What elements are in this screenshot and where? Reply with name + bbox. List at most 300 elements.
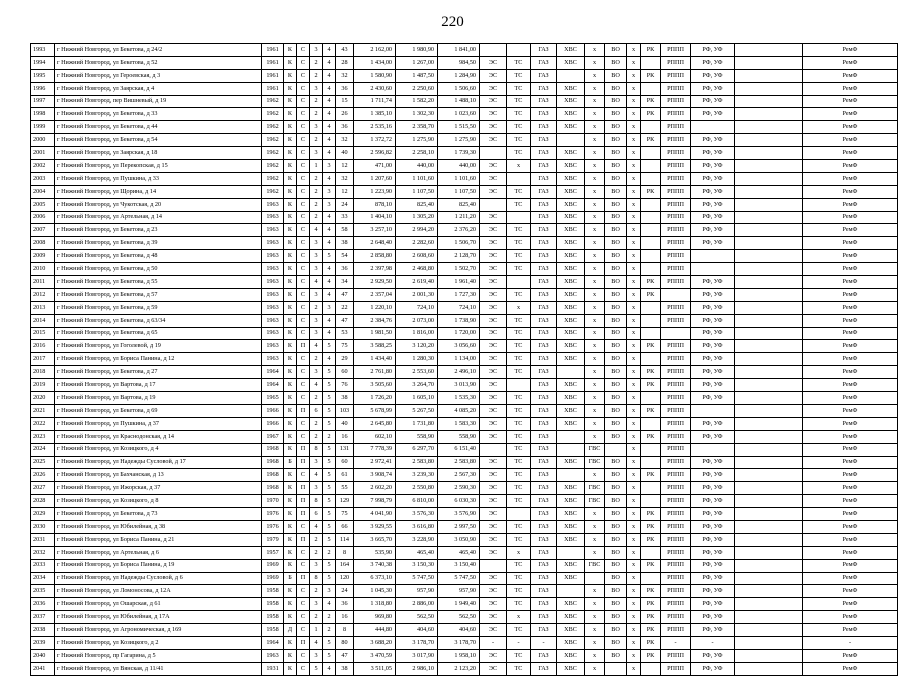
cell-repair-code: РК [641,276,661,289]
cell-entrances: 2 [310,211,323,224]
cell-repair-code: РК [641,134,661,147]
cell-apartments: 36 [336,82,354,95]
cell-row-number: 2024 [31,443,55,456]
cell-wall-code: К [284,379,297,392]
cell-hot-water: х [585,469,605,482]
cell-address: г Нижний Новгород, ул Бекетова, д 54 [55,134,262,147]
cell-empty-col [735,314,803,327]
cell-wall-code: К [284,82,297,95]
cell-entrances: 2 [310,533,323,546]
cell-apartments: 32 [336,69,354,82]
table-row [31,160,898,173]
cell-private-area: 1 720,00 [438,327,480,340]
cell-row-number: 2040 [31,649,55,662]
cell-cold-water: ХВС [557,108,585,121]
cell-heating: ТС [507,95,531,108]
table-row [31,379,898,392]
cell-apartments: 38 [336,237,354,250]
cell-private-area: 3 050,90 [438,533,480,546]
cell-material-code: С [297,598,310,611]
cell-fund-mark: - [803,636,898,649]
cell-fund-mark: РемФ [803,417,898,430]
cell-row-number: 1999 [31,121,55,134]
cell-sewage: ВО [605,379,627,392]
cell-apartments: 16 [336,611,354,624]
cell-heating: ТС [507,250,531,263]
cell-repair-type: РФ, УФ [691,211,735,224]
cell-fund-mark: РемФ [803,430,898,443]
cell-wall-code: К [284,327,297,340]
cell-heating: - [507,636,531,649]
table-row [31,147,898,160]
cell-empty-col [735,559,803,572]
cell-wall-code: К [284,263,297,276]
cell-material-code: С [297,224,310,237]
cell-misc-mark: х [627,121,641,134]
cell-material-code: С [297,108,310,121]
cell-empty-col [735,546,803,559]
cell-private-area: 465,40 [438,546,480,559]
cell-year-built: 1979 [262,533,284,546]
cell-repair-type: РФ, УФ [691,134,735,147]
cell-cold-water: ХВС [557,456,585,469]
cell-sewage: ВО [605,198,627,211]
cell-misc-mark: х [627,379,641,392]
cell-fund-mark: РемФ [803,520,898,533]
cell-repair-type: РФ, УФ [691,82,735,95]
cell-wall-code: Б [284,572,297,585]
cell-electricity: ЭС [480,611,507,624]
table-row [31,404,898,417]
cell-cold-water: ХВС [557,56,585,69]
cell-row-number: 2002 [31,160,55,173]
cell-gas: ГАЗ [531,160,557,173]
cell-address: г Нижний Новгород, ул Артельная, д 6 [55,546,262,559]
cell-year-built: 1963 [262,211,284,224]
cell-hot-water: х [585,404,605,417]
cell-fund-mark: РемФ [803,533,898,546]
cell-total-area: 3 505,60 [354,379,396,392]
cell-program-code: РППП [661,572,691,585]
cell-wall-code: К [284,533,297,546]
cell-repair-code [641,224,661,237]
cell-sewage: ВО [605,456,627,469]
cell-year-built: 1968 [262,482,284,495]
cell-total-area: 3 740,38 [354,559,396,572]
cell-private-area: 1 506,70 [438,237,480,250]
cell-material-code: С [297,379,310,392]
cell-total-area: 1 981,50 [354,327,396,340]
cell-row-number: 2021 [31,404,55,417]
cell-wall-code: К [284,585,297,598]
cell-material-code: С [297,649,310,662]
cell-heating: ТС [507,482,531,495]
table-row [31,224,898,237]
cell-wall-code: К [284,430,297,443]
cell-repair-type: РФ, УФ [691,456,735,469]
cell-empty-col [735,430,803,443]
cell-misc-mark: х [627,198,641,211]
cell-cold-water: ХВС [557,392,585,405]
cell-misc-mark: х [627,250,641,263]
cell-fund-mark: РемФ [803,224,898,237]
cell-material-code: С [297,56,310,69]
cell-repair-type: РФ, УФ [691,237,735,250]
cell-entrances: 3 [310,482,323,495]
cell-gas: ГАЗ [531,95,557,108]
cell-address: г Нижний Новгород, ул Чукотская, д 20 [55,198,262,211]
cell-cold-water [557,69,585,82]
cell-heating: ТС [507,443,531,456]
cell-hot-water [585,572,605,585]
cell-misc-mark: х [627,404,641,417]
cell-year-built: 1976 [262,520,284,533]
cell-apartments: 131 [336,443,354,456]
cell-empty-col [735,198,803,211]
cell-repair-code [641,160,661,173]
cell-apartments: 24 [336,585,354,598]
cell-address: г Нижний Новгород, ул Вартова, д 17 [55,379,262,392]
cell-gas: ГАЗ [531,134,557,147]
cell-residential-area: 1 305,20 [396,211,438,224]
cell-hot-water: х [585,649,605,662]
cell-address: г Нижний Новгород, ул Бекетова, д 55 [55,276,262,289]
cell-gas: ГАЗ [531,392,557,405]
table-row [31,69,898,82]
cell-apartments: 16 [336,430,354,443]
cell-hot-water: ГВС [585,482,605,495]
cell-apartments: 15 [336,95,354,108]
cell-material-code: П [297,340,310,353]
cell-address: г Нижний Новгород, ул Козицкого, д 8 [55,495,262,508]
cell-private-area: 1 023,60 [438,108,480,121]
cell-entrances: 2 [310,172,323,185]
table-row [31,624,898,637]
cell-entrances: 3 [310,147,323,160]
cell-empty-col [735,585,803,598]
cell-hot-water: х [585,82,605,95]
cell-private-area: 1 134,00 [438,353,480,366]
cell-empty-col [735,95,803,108]
cell-heating: ТС [507,185,531,198]
cell-entrances: 8 [310,495,323,508]
cell-year-built: 1966 [262,404,284,417]
cell-residential-area: 2 619,40 [396,276,438,289]
cell-gas: ГАЗ [531,662,557,675]
cell-heating: ТС [507,417,531,430]
cell-electricity: ЭС [480,314,507,327]
cell-hot-water: х [585,636,605,649]
cell-hot-water: х [585,508,605,521]
cell-fund-mark: РемФ [803,69,898,82]
cell-material-code: С [297,250,310,263]
cell-cold-water: ХВС [557,211,585,224]
cell-heating: ТС [507,366,531,379]
cell-sewage: ВО [605,546,627,559]
cell-hot-water: х [585,160,605,173]
cell-entrances: 3 [310,237,323,250]
cell-electricity: ЭС [480,185,507,198]
cell-material-code: С [297,559,310,572]
cell-repair-type: РФ, УФ [691,392,735,405]
cell-apartments: 103 [336,404,354,417]
cell-apartments: 8 [336,546,354,559]
cell-total-area: 2 972,41 [354,456,396,469]
cell-apartments: 38 [336,392,354,405]
cell-cold-water: ХВС [557,520,585,533]
cell-program-code: РППП [661,611,691,624]
cell-year-built: 1969 [262,572,284,585]
cell-year-built: 1931 [262,662,284,675]
cell-sewage: ВО [605,237,627,250]
cell-program-code: РППП [661,456,691,469]
cell-total-area: 1 385,10 [354,108,396,121]
cell-year-built: 1962 [262,147,284,160]
cell-entrances: 3 [310,44,323,57]
cell-gas: ГАЗ [531,56,557,69]
cell-electricity: ЭС [480,546,507,559]
cell-heating: ТС [507,598,531,611]
cell-material-code: П [297,495,310,508]
cell-repair-code: РК [641,559,661,572]
table-row [31,456,898,469]
cell-sewage: ВО [605,430,627,443]
cell-hot-water: х [585,224,605,237]
cell-wall-code: К [284,559,297,572]
cell-electricity: - [480,636,507,649]
cell-residential-area: 2 553,60 [396,366,438,379]
cell-address: г Нижний Новгород, ул Бекетова, д 27 [55,366,262,379]
cell-hot-water: х [585,520,605,533]
cell-residential-area: 1 980,90 [396,44,438,57]
cell-gas: ГАЗ [531,559,557,572]
cell-floors: 5 [323,366,336,379]
table-row [31,108,898,121]
cell-wall-code: К [284,508,297,521]
cell-repair-code [641,56,661,69]
cell-apartments: 114 [336,533,354,546]
cell-floors: 4 [323,263,336,276]
cell-total-area: 3 929,55 [354,520,396,533]
cell-entrances: 2 [310,546,323,559]
cell-row-number: 2023 [31,430,55,443]
cell-program-code: РППП [661,353,691,366]
cell-entrances: 3 [310,314,323,327]
cell-floors: 5 [323,636,336,649]
cell-sewage: ВО [605,649,627,662]
cell-year-built: 1964 [262,379,284,392]
cell-address: г Нижний Новгород, ул Бекетова, д 52 [55,56,262,69]
table-row [31,185,898,198]
cell-repair-code [641,211,661,224]
cell-entrances: 3 [310,250,323,263]
cell-program-code: РППП [661,276,691,289]
cell-total-area: 2 858,80 [354,250,396,263]
cell-heating: х [507,301,531,314]
cell-floors: 4 [323,327,336,340]
cell-misc-mark: х [627,288,641,301]
cell-private-area: 3 178,70 [438,636,480,649]
cell-entrances: 2 [310,417,323,430]
cell-wall-code: К [284,520,297,533]
cell-residential-area: 3 178,70 [396,636,438,649]
cell-electricity: ЭС [480,469,507,482]
cell-private-area: 1 961,40 [438,276,480,289]
cell-entrances: 2 [310,95,323,108]
cell-residential-area: 1 101,60 [396,172,438,185]
cell-year-built: 1965 [262,392,284,405]
cell-program-code [661,288,691,301]
cell-apartments: 66 [336,520,354,533]
cell-misc-mark: х [627,211,641,224]
cell-apartments: 33 [336,211,354,224]
cell-private-area: 724,10 [438,301,480,314]
cell-cold-water: ХВС [557,662,585,675]
cell-year-built: 1961 [262,44,284,57]
cell-hot-water: х [585,211,605,224]
cell-gas: ГАЗ [531,520,557,533]
cell-year-built: 1963 [262,237,284,250]
cell-wall-code: К [284,147,297,160]
cell-misc-mark: х [627,430,641,443]
cell-repair-code [641,250,661,263]
cell-program-code: РППП [661,198,691,211]
cell-residential-area: 2 994,20 [396,224,438,237]
cell-electricity: ЭС [480,56,507,69]
cell-private-area: 1 739,30 [438,147,480,160]
cell-repair-type: РФ, УФ [691,598,735,611]
cell-wall-code: К [284,404,297,417]
cell-sewage: ВО [605,288,627,301]
cell-row-number: 2036 [31,598,55,611]
cell-gas: ГАЗ [531,572,557,585]
cell-hot-water: ГВС [585,443,605,456]
cell-material-code: С [297,417,310,430]
cell-empty-col [735,134,803,147]
cell-cold-water: ХВС [557,327,585,340]
cell-apartments: 53 [336,327,354,340]
cell-program-code: РППП [661,314,691,327]
cell-row-number: 2011 [31,276,55,289]
cell-program-code: РППП [661,417,691,430]
cell-address: г Нижний Новгород, ул Бекетова, д 69 [55,404,262,417]
cell-repair-type: РФ, УФ [691,198,735,211]
cell-fund-mark: РемФ [803,108,898,121]
cell-repair-type: РФ, УФ [691,469,735,482]
cell-material-code: П [297,443,310,456]
cell-material-code: С [297,69,310,82]
cell-program-code: РППП [661,44,691,57]
cell-sewage: ВО [605,469,627,482]
cell-private-area: 984,50 [438,56,480,69]
cell-misc-mark: х [627,482,641,495]
cell-repair-type: РФ, УФ [691,417,735,430]
cell-wall-code: К [284,469,297,482]
cell-misc-mark: х [627,624,641,637]
cell-sewage: ВО [605,327,627,340]
cell-empty-col [735,469,803,482]
cell-row-number: 2030 [31,520,55,533]
cell-year-built: 1962 [262,160,284,173]
cell-misc-mark: х [627,469,641,482]
cell-floors: 4 [323,288,336,301]
cell-year-built: 1966 [262,417,284,430]
cell-material-code: С [297,301,310,314]
table-row [31,495,898,508]
cell-private-area: 1 738,90 [438,314,480,327]
cell-fund-mark: РемФ [803,456,898,469]
cell-residential-area: 1 275,90 [396,134,438,147]
cell-material-code: С [297,366,310,379]
cell-private-area: 1 488,10 [438,95,480,108]
cell-program-code: РППП [661,185,691,198]
cell-sewage: ВО [605,598,627,611]
cell-total-area: 602,10 [354,430,396,443]
cell-gas: ГАЗ [531,211,557,224]
cell-apartments: 22 [336,301,354,314]
cell-misc-mark: х [627,585,641,598]
cell-material-code: П [297,456,310,469]
cell-residential-area: 3 017,90 [396,649,438,662]
cell-electricity: ЭС [480,340,507,353]
cell-electricity: ЭС [480,495,507,508]
cell-residential-area: 3 120,20 [396,340,438,353]
cell-total-area: 3 257,10 [354,224,396,237]
cell-repair-type: РФ, УФ [691,276,735,289]
cell-address: г Нижний Новгород, пер Вишневый, д 19 [55,95,262,108]
cell-empty-col [735,379,803,392]
cell-cold-water: ХВС [557,121,585,134]
cell-empty-col [735,69,803,82]
cell-electricity: ЭС [480,520,507,533]
table-row [31,95,898,108]
cell-floors: 5 [323,456,336,469]
cell-material-code: П [297,508,310,521]
cell-heating: ТС [507,469,531,482]
cell-year-built: 1969 [262,559,284,572]
cell-row-number: 2006 [31,211,55,224]
cell-floors: 4 [323,276,336,289]
cell-repair-code [641,327,661,340]
cell-year-built: 1958 [262,585,284,598]
cell-gas: ГАЗ [531,263,557,276]
cell-total-area: 3 470,59 [354,649,396,662]
cell-repair-code: РК [641,108,661,121]
cell-empty-col [735,121,803,134]
cell-material-code: С [297,172,310,185]
cell-sewage: ВО [605,340,627,353]
cell-material-code: С [297,263,310,276]
cell-entrances: 3 [310,327,323,340]
cell-repair-code: РК [641,185,661,198]
cell-residential-area: 2 250,60 [396,82,438,95]
cell-cold-water: ХВС [557,649,585,662]
cell-misc-mark: х [627,559,641,572]
cell-sewage: ВО [605,301,627,314]
cell-material-code: С [297,469,310,482]
cell-wall-code: К [284,185,297,198]
cell-repair-type [691,404,735,417]
cell-address: г Нижний Новгород, ул Бориса Панина, д 19 [55,559,262,572]
cell-floors: 5 [323,404,336,417]
cell-repair-type [691,263,735,276]
cell-entrances: 3 [310,649,323,662]
cell-hot-water: х [585,392,605,405]
cell-hot-water: х [585,121,605,134]
cell-apartments: 60 [336,456,354,469]
cell-repair-code [641,147,661,160]
cell-sewage: ВО [605,56,627,69]
